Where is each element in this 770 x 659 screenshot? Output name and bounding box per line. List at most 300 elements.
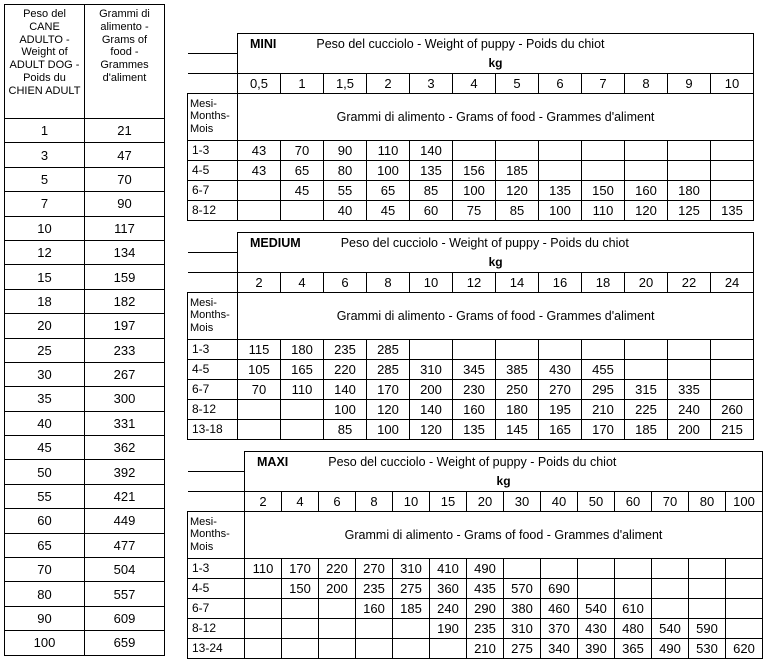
grams-cell: [711, 359, 754, 379]
grams-cell: 185: [393, 598, 430, 618]
months-cell: 6-7: [188, 180, 238, 200]
kg-row: [188, 252, 754, 272]
grams-cell: 340: [541, 638, 578, 658]
grams-cell: [319, 618, 356, 638]
table-row: [188, 379, 754, 399]
grams-cell: 55: [324, 180, 367, 200]
months-label: [188, 292, 238, 339]
grams-cell: 110: [582, 200, 625, 220]
grams-cell: [578, 578, 615, 598]
grams-cell: 570: [504, 578, 541, 598]
grams-cell: 310: [393, 558, 430, 578]
grams-cell: 210: [467, 638, 504, 658]
grams-cell: 310: [410, 359, 453, 379]
adult-weight-cell: 80: [5, 582, 85, 606]
grams-cell: 160: [356, 598, 393, 618]
grams-cell: 365: [615, 638, 652, 658]
grams-cell: 190: [430, 618, 467, 638]
grams-cell: 380: [504, 598, 541, 618]
grams-cell: [625, 160, 668, 180]
food-grams-cell: 421: [85, 484, 165, 508]
weight-cell: 16: [539, 272, 582, 292]
grams-cell: 100: [453, 180, 496, 200]
grams-cell: [393, 638, 430, 658]
size-label: MINI: [250, 36, 277, 51]
header-line: Grams of: [101, 33, 148, 46]
grams-cell: 70: [281, 140, 324, 160]
table-row: [188, 578, 763, 598]
months-label-line: Months-: [190, 309, 230, 322]
weight-cell: 18: [582, 272, 625, 292]
table-row: [5, 533, 165, 557]
grams-cell: [238, 180, 281, 200]
table-row: [5, 314, 165, 338]
table-row: [188, 598, 763, 618]
grams-cell: 285: [367, 339, 410, 359]
grams-cell: 310: [504, 618, 541, 638]
grams-cell: [319, 638, 356, 658]
weight-cell: 4: [281, 272, 324, 292]
grams-cell: [245, 638, 282, 658]
grams-cell: [652, 558, 689, 578]
adult-weight-cell: 45: [5, 436, 85, 460]
adult-weight-cell: 55: [5, 484, 85, 508]
grams-cell: [453, 140, 496, 160]
grams-cell: 110: [281, 379, 324, 399]
grams-cell: 90: [324, 140, 367, 160]
grams-cell: 160: [625, 180, 668, 200]
grams-cell: 185: [496, 160, 539, 180]
grams-cell: 40: [324, 200, 367, 220]
grams-cell: 100: [539, 200, 582, 220]
grams-cell: [689, 578, 726, 598]
grams-cell: [615, 578, 652, 598]
kg-label: kg: [245, 471, 763, 491]
weight-cell: 6: [324, 272, 367, 292]
grams-cell: 105: [238, 359, 281, 379]
weight-cell: 2: [367, 73, 410, 93]
grams-cell: [430, 638, 467, 658]
grams-cell: 170: [282, 558, 319, 578]
grams-cell: 180: [668, 180, 711, 200]
grams-cell: 490: [652, 638, 689, 658]
table-row: [188, 419, 754, 439]
grams-cell: [726, 578, 763, 598]
food-grams-cell: 267: [85, 362, 165, 386]
corner-blank: [188, 272, 238, 292]
maxi-table: [187, 451, 763, 659]
puppy-weight-label: Peso del cucciolo - Weight of puppy - Poids du chiot: [328, 454, 617, 469]
grams-cell: 120: [367, 399, 410, 419]
adult-weight-cell: 25: [5, 338, 85, 362]
grams-cell: [539, 140, 582, 160]
table-row: [5, 606, 165, 630]
grams-cell: 135: [410, 160, 453, 180]
weight-cell: 1: [281, 73, 324, 93]
weight-cell: 6: [539, 73, 582, 93]
months-label-line: Months-: [190, 110, 230, 123]
table-row: [5, 192, 165, 216]
grams-cell: 100: [324, 399, 367, 419]
grams-cell: [711, 339, 754, 359]
table-row: [5, 411, 165, 435]
food-grams-cell: 47: [85, 143, 165, 167]
grams-cell: 135: [453, 419, 496, 439]
grams-cell: 410: [430, 558, 467, 578]
months-cell: 8-12: [188, 618, 245, 638]
grams-cell: 690: [541, 578, 578, 598]
grams-cell: [410, 339, 453, 359]
grams-cell: 455: [582, 359, 625, 379]
grams-cell: [582, 339, 625, 359]
grams-cell: 235: [467, 618, 504, 638]
months-cell: 1-3: [188, 558, 245, 578]
grams-cell: 200: [668, 419, 711, 439]
grams-cell: 85: [410, 180, 453, 200]
grams-cell: 43: [238, 160, 281, 180]
grams-cell: 135: [711, 200, 754, 220]
grams-cell: [281, 419, 324, 439]
puppy-weight-label: Peso del cucciolo - Weight of puppy - Poids du chiot: [340, 235, 629, 250]
grams-cell: 156: [453, 160, 496, 180]
grams-cell: 370: [541, 618, 578, 638]
months-cell: 4-5: [188, 160, 238, 180]
adult-header-row: [5, 5, 165, 119]
table-row: [5, 631, 165, 655]
table-row: [188, 339, 754, 359]
table-row: [5, 436, 165, 460]
grams-cell: [582, 160, 625, 180]
adult-weight-cell: 12: [5, 240, 85, 264]
grams-cell: 480: [615, 618, 652, 638]
mini-table: [187, 33, 754, 221]
adult-weight-cell: 50: [5, 460, 85, 484]
grams-cell: 240: [668, 399, 711, 419]
grams-cell: 180: [281, 339, 324, 359]
weight-cell: 20: [625, 272, 668, 292]
grams-cell: 140: [410, 399, 453, 419]
food-grams-cell: 300: [85, 387, 165, 411]
food-grams-cell: 134: [85, 240, 165, 264]
table-row: [188, 160, 754, 180]
grams-cell: 590: [689, 618, 726, 638]
weight-cell: 30: [504, 491, 541, 511]
grams-cell: [726, 618, 763, 638]
adult-weight-cell: 3: [5, 143, 85, 167]
food-grams-cell: 90: [85, 192, 165, 216]
months-cell: 6-7: [188, 379, 238, 399]
puppy-weight-label: Peso del cucciolo - Weight of puppy - Poids du chiot: [316, 36, 605, 51]
table-row: [5, 460, 165, 484]
grams-cell: [282, 618, 319, 638]
weights-row: [188, 73, 754, 93]
grams-cell: 85: [324, 419, 367, 439]
header-line: CANE: [29, 20, 60, 33]
medium-table: [187, 232, 754, 440]
table-row: [5, 509, 165, 533]
table-row: [188, 359, 754, 379]
grams-cell: 110: [367, 140, 410, 160]
table-row: [5, 582, 165, 606]
months-label-line: Mois: [190, 122, 214, 135]
table-title: [245, 452, 763, 472]
weights-row: [188, 491, 763, 511]
grams-cell: 390: [578, 638, 615, 658]
food-grams-cell: 504: [85, 558, 165, 582]
grams-cell: 100: [367, 160, 410, 180]
grams-cell: 315: [625, 379, 668, 399]
months-cell: 13-18: [188, 419, 238, 439]
grams-cell: 215: [711, 419, 754, 439]
grams-cell: [282, 638, 319, 658]
adult-dog-table: [4, 4, 165, 656]
table-row: [188, 638, 763, 658]
grams-cell: 540: [652, 618, 689, 638]
months-cell: 13-24: [188, 638, 245, 658]
grams-cell: 195: [539, 399, 582, 419]
grams-cell: 43: [238, 140, 281, 160]
grams-cell: [625, 339, 668, 359]
grams-cell: [393, 618, 430, 638]
grams-cell: [625, 359, 668, 379]
months-label-line: Mesi-: [190, 97, 217, 110]
size-label: MEDIUM: [250, 235, 301, 250]
grams-cell: [238, 200, 281, 220]
corner-blank: [188, 471, 245, 491]
grams-cell: [496, 339, 539, 359]
label-row: [188, 511, 763, 558]
table-row: [188, 618, 763, 638]
size-label: MAXI: [257, 454, 289, 469]
weights-row: [188, 272, 754, 292]
grams-cell: 275: [393, 578, 430, 598]
header-line: Peso del: [23, 8, 66, 20]
adult-food-header: [85, 5, 165, 119]
adult-weight-cell: 65: [5, 533, 85, 557]
adult-weight-cell: 15: [5, 265, 85, 289]
grams-cell: [356, 638, 393, 658]
weight-cell: 60: [615, 491, 652, 511]
grams-cell: 335: [668, 379, 711, 399]
grams-cell: [668, 140, 711, 160]
weight-cell: 3: [410, 73, 453, 93]
grams-cell: 275: [504, 638, 541, 658]
corner-blank: [188, 53, 238, 73]
grams-cell: 430: [578, 618, 615, 638]
grams-cell: 45: [367, 200, 410, 220]
weight-cell: 5: [496, 73, 539, 93]
title-row: [188, 34, 754, 54]
adult-weight-cell: 90: [5, 606, 85, 630]
grams-cell: 460: [541, 598, 578, 618]
label-row: [188, 292, 754, 339]
table-row: [5, 265, 165, 289]
adult-weight-cell: 60: [5, 509, 85, 533]
grams-cell: 620: [726, 638, 763, 658]
grams-cell: [578, 558, 615, 578]
food-grams-cell: 159: [85, 265, 165, 289]
grams-cell: [282, 598, 319, 618]
grams-cell: 60: [410, 200, 453, 220]
grams-cell: 145: [496, 419, 539, 439]
grams-cell: 140: [410, 140, 453, 160]
food-grams-cell: 659: [85, 631, 165, 655]
grams-cell: 435: [467, 578, 504, 598]
weight-cell: 10: [393, 491, 430, 511]
months-cell: 6-7: [188, 598, 245, 618]
months-label: [188, 93, 238, 140]
grams-cell: [319, 598, 356, 618]
table-row: [5, 289, 165, 313]
header-line: ADULT DOG -: [9, 59, 80, 72]
adult-weight-cell: 100: [5, 631, 85, 655]
weight-cell: 22: [668, 272, 711, 292]
weight-cell: 1,5: [324, 73, 367, 93]
corner-blank: [188, 73, 238, 93]
weight-cell: 15: [430, 491, 467, 511]
grams-cell: [356, 618, 393, 638]
grams-cell: 80: [324, 160, 367, 180]
food-grams-cell: 557: [85, 582, 165, 606]
header-line: Grammi di: [99, 8, 150, 20]
weight-cell: 2: [245, 491, 282, 511]
table-row: [5, 240, 165, 264]
kg-label: kg: [238, 252, 754, 272]
adult-weight-cell: 30: [5, 362, 85, 386]
header-line: Weight of: [21, 46, 68, 59]
grams-cell: 150: [582, 180, 625, 200]
weight-cell: 40: [541, 491, 578, 511]
grams-cell: 285: [367, 359, 410, 379]
header-line: Poids du: [23, 71, 66, 84]
grams-cell: [711, 140, 754, 160]
grams-cell: [711, 160, 754, 180]
adult-weight-cell: 18: [5, 289, 85, 313]
adult-weight-header: [5, 5, 85, 119]
grams-label: Grammi di alimento - Grams of food - Grammes d'aliment: [238, 292, 754, 339]
grams-cell: 160: [453, 399, 496, 419]
grams-cell: 235: [356, 578, 393, 598]
months-label-line: Mois: [190, 540, 214, 553]
grams-cell: 290: [467, 598, 504, 618]
grams-cell: [539, 160, 582, 180]
food-grams-cell: 233: [85, 338, 165, 362]
corner-blank: [188, 233, 238, 253]
food-grams-cell: 449: [85, 509, 165, 533]
grams-cell: [504, 558, 541, 578]
grams-cell: [711, 379, 754, 399]
table-row: [188, 180, 754, 200]
grams-cell: [689, 558, 726, 578]
grams-cell: 135: [539, 180, 582, 200]
grams-cell: [245, 598, 282, 618]
weight-cell: 10: [410, 272, 453, 292]
grams-cell: [625, 140, 668, 160]
adult-weight-cell: 35: [5, 387, 85, 411]
weight-cell: 14: [496, 272, 539, 292]
weight-cell: 50: [578, 491, 615, 511]
corner-blank: [188, 491, 245, 511]
months-label-line: Mesi-: [190, 296, 217, 309]
weight-cell: 10: [711, 73, 754, 93]
food-grams-cell: 70: [85, 167, 165, 191]
grams-cell: 75: [453, 200, 496, 220]
grams-cell: [668, 339, 711, 359]
months-label: [188, 511, 245, 558]
header-line: d'aliment: [102, 71, 147, 84]
grams-cell: 225: [625, 399, 668, 419]
kg-row: [188, 471, 763, 491]
grams-cell: [726, 598, 763, 618]
food-grams-cell: 392: [85, 460, 165, 484]
months-cell: 4-5: [188, 359, 238, 379]
grams-cell: [668, 359, 711, 379]
table-row: [5, 484, 165, 508]
table-row: [188, 200, 754, 220]
title-row: [188, 233, 754, 253]
grams-cell: [238, 399, 281, 419]
weight-cell: 4: [453, 73, 496, 93]
grams-cell: [238, 419, 281, 439]
grams-cell: [281, 200, 324, 220]
header-line: CHIEN ADULT: [8, 84, 81, 97]
weight-cell: 7: [582, 73, 625, 93]
months-label-line: Mesi-: [190, 515, 217, 528]
table-title: [238, 233, 754, 253]
grams-cell: [726, 558, 763, 578]
months-cell: 8-12: [188, 200, 238, 220]
grams-cell: 530: [689, 638, 726, 658]
table-row: [188, 399, 754, 419]
grams-cell: [496, 140, 539, 160]
header-line: alimento -: [100, 20, 149, 33]
grams-cell: 610: [615, 598, 652, 618]
grams-cell: [689, 598, 726, 618]
grams-cell: 240: [430, 598, 467, 618]
grams-cell: 250: [496, 379, 539, 399]
grams-cell: [245, 578, 282, 598]
grams-cell: [582, 140, 625, 160]
grams-cell: 260: [711, 399, 754, 419]
grams-cell: 430: [539, 359, 582, 379]
food-grams-cell: 182: [85, 289, 165, 313]
grams-cell: 210: [582, 399, 625, 419]
table-row: [5, 119, 165, 143]
grams-cell: 385: [496, 359, 539, 379]
grams-cell: 170: [367, 379, 410, 399]
weight-cell: 9: [668, 73, 711, 93]
grams-cell: 490: [467, 558, 504, 578]
food-grams-cell: 477: [85, 533, 165, 557]
food-grams-cell: 362: [85, 436, 165, 460]
grams-cell: 220: [319, 558, 356, 578]
weight-cell: 20: [467, 491, 504, 511]
header-line: ADULTO -: [19, 33, 70, 46]
grams-cell: 235: [324, 339, 367, 359]
table-row: [188, 140, 754, 160]
grams-cell: [652, 578, 689, 598]
grams-cell: [539, 339, 582, 359]
grams-cell: 150: [282, 578, 319, 598]
weight-cell: 2: [238, 272, 281, 292]
weight-cell: 24: [711, 272, 754, 292]
grams-cell: [652, 598, 689, 618]
grams-cell: [541, 558, 578, 578]
grams-cell: 180: [496, 399, 539, 419]
grams-cell: [615, 558, 652, 578]
grams-cell: 360: [430, 578, 467, 598]
adult-weight-cell: 20: [5, 314, 85, 338]
